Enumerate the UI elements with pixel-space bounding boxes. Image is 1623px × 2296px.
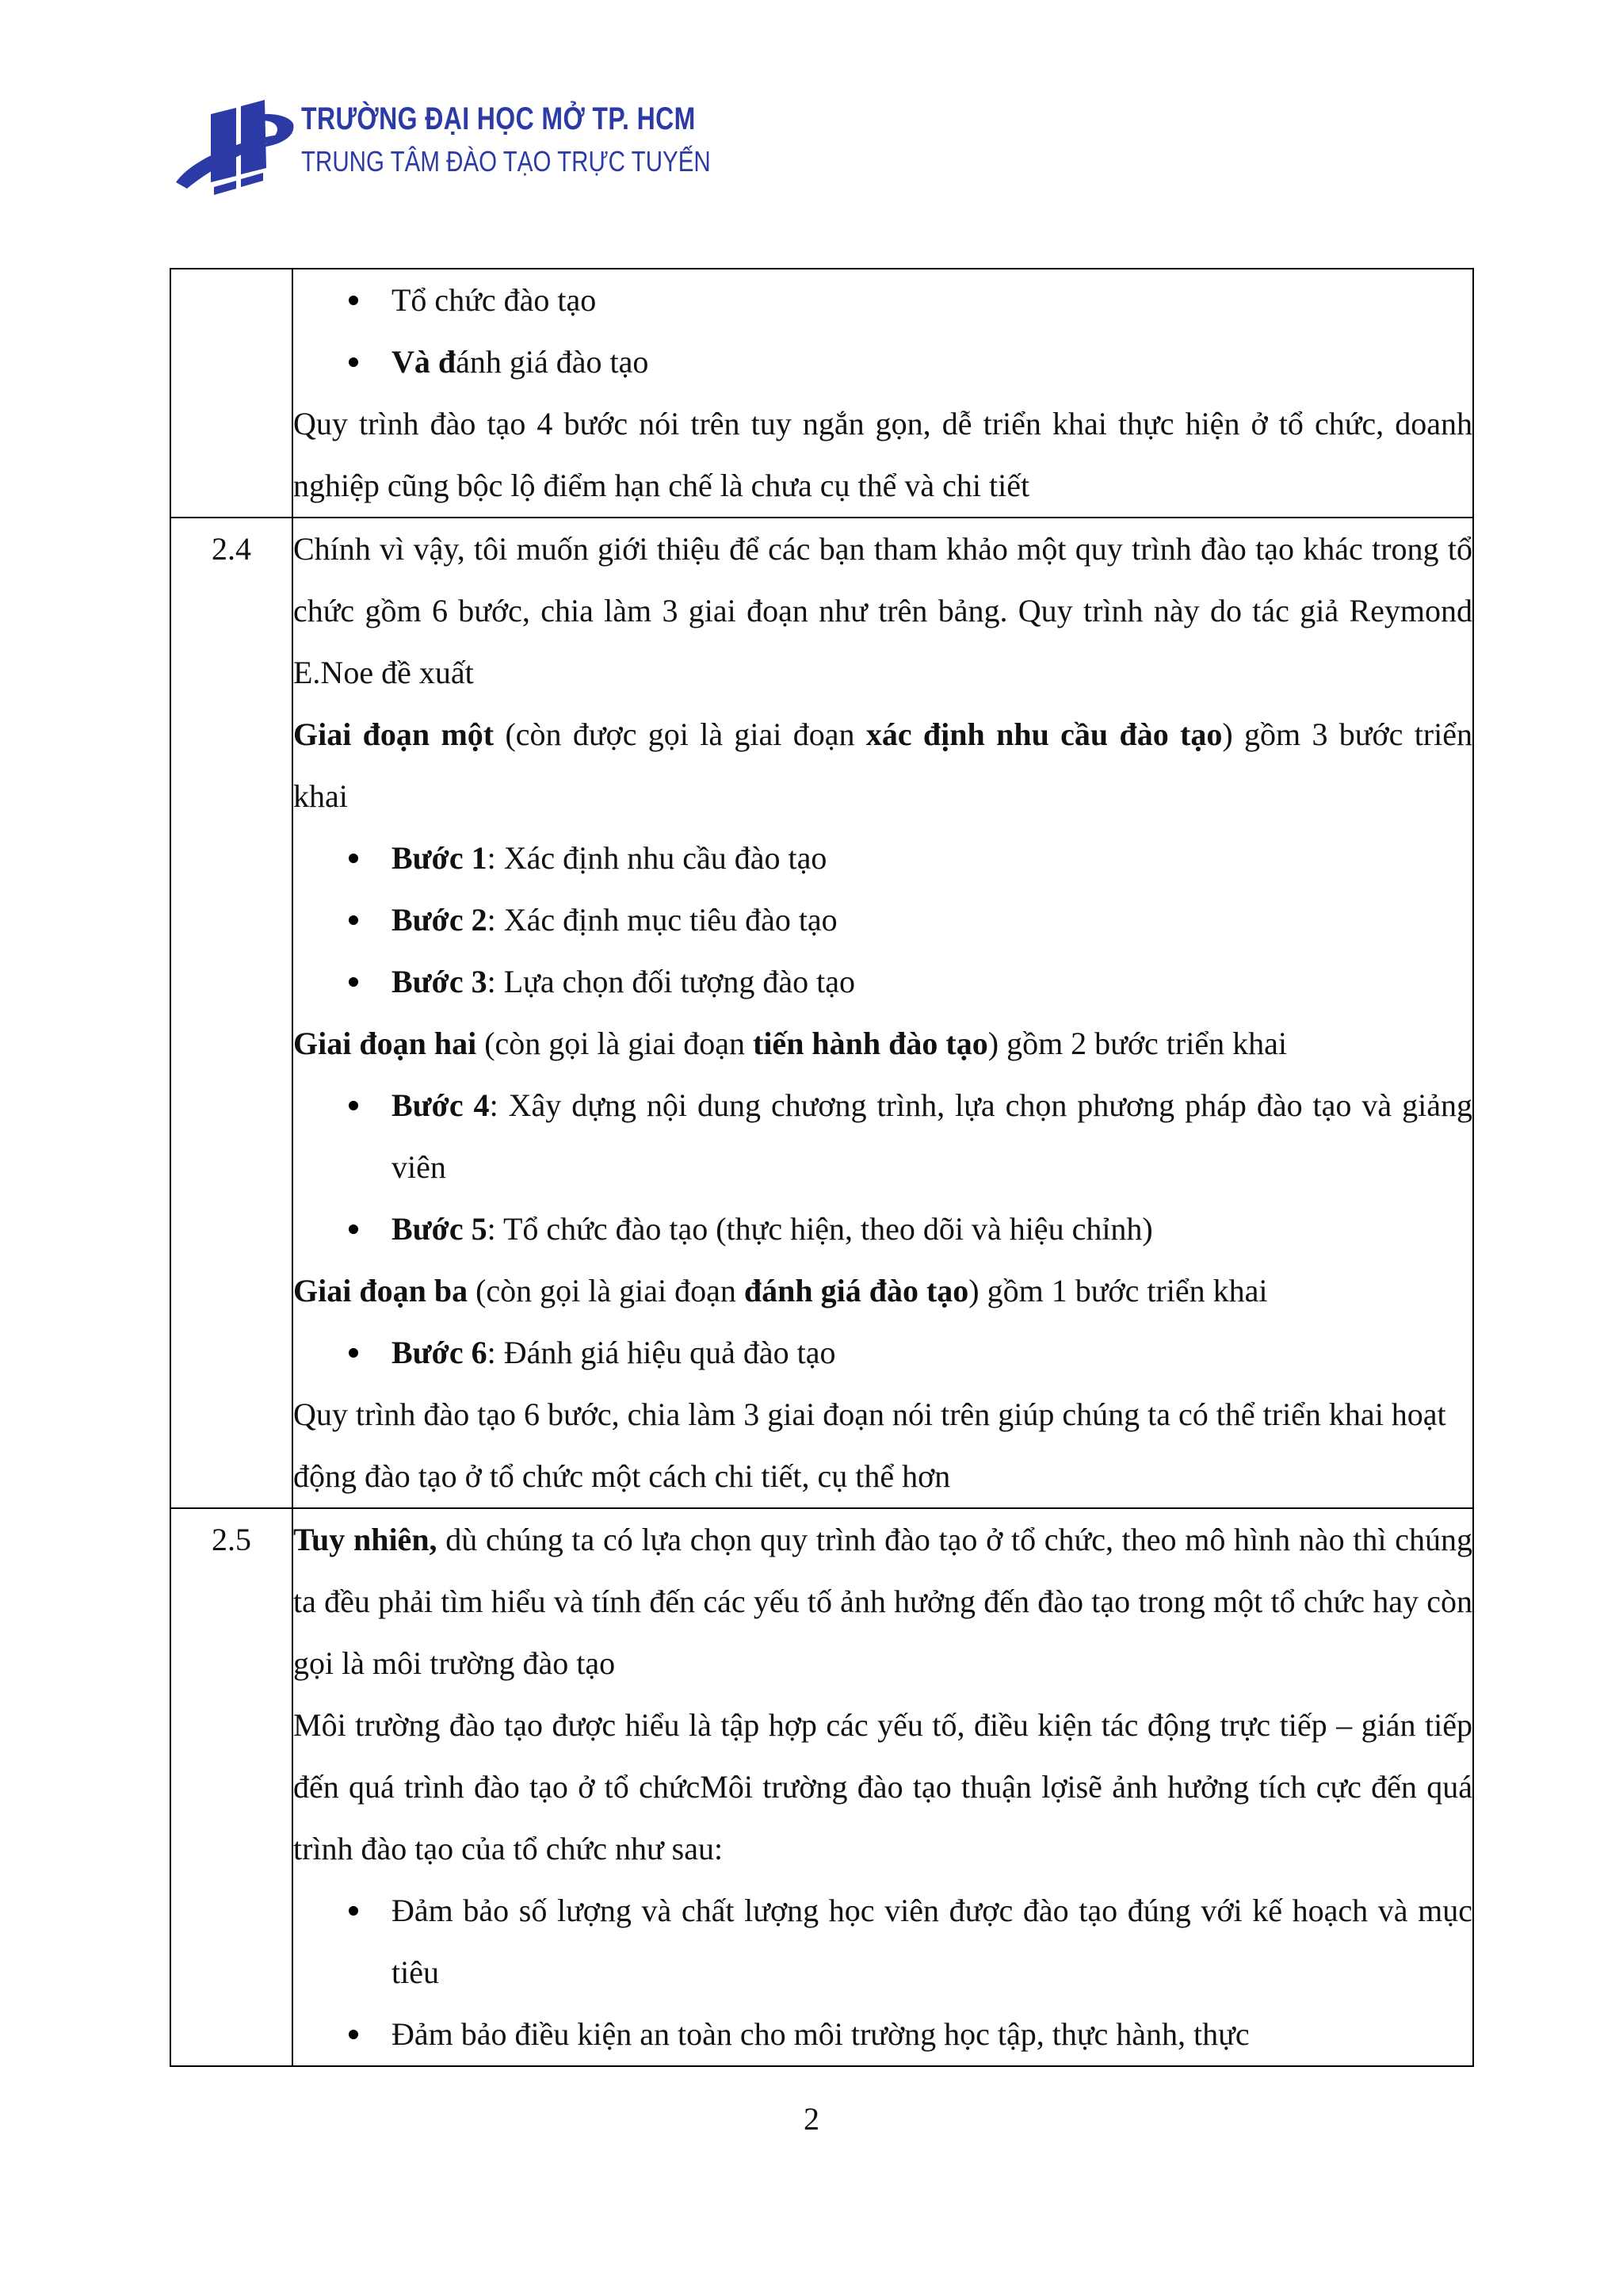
text-run: Quy trình đào tạo 4 bước nói trên tuy ngắn gọn, dễ triển khai thực hiện ở tổ chức, doanh nghiệp cũng bộc lộ điểm hạn chế là chưa cụ thể và chi tiết [293, 406, 1472, 503]
bold-text: Tuy nhiên, [293, 1522, 437, 1557]
bold-text: Giai đoạn hai [293, 1026, 477, 1061]
paragraph [293, 1260, 1472, 1322]
content-table [170, 268, 1474, 2067]
section-content [292, 518, 1473, 1508]
bullet-list [293, 1880, 1472, 2065]
text-run: ) gồm 2 bước triển khai [987, 1026, 1287, 1061]
text-run: (còn gọi là giai đoạn [468, 1273, 744, 1308]
bullet-item [293, 1075, 1472, 1198]
bullet-item [293, 269, 1472, 331]
bold-text: đánh giá đào tạo [743, 1273, 969, 1308]
bold-text: Bước 2 [391, 902, 487, 938]
text-run: Đảm bảo số lượng và chất lượng học viên được đào tạo đúng với kế hoạch và mục tiêu [391, 1893, 1472, 1990]
bullet-list [293, 1322, 1472, 1384]
bold-text: Và đ [391, 344, 456, 380]
text-run: Quy trình đào tạo 6 bước, chia làm 3 giai đoạn nói trên giúp chúng ta có thể triển khai hoạt động đào tạo ở tổ chức một cách chi tiết, cụ thể hơn [293, 1396, 1446, 1494]
table-row [170, 1508, 1473, 2066]
paragraph [293, 1384, 1472, 1507]
table-row [170, 269, 1473, 518]
paragraph [293, 518, 1472, 704]
bullet-item [293, 1880, 1472, 2004]
bold-text: xác định nhu cầu đào tạo [865, 716, 1223, 752]
bullet-item [293, 331, 1472, 393]
paragraph [293, 704, 1472, 827]
content-table-container [170, 268, 1474, 2067]
paragraph [293, 1509, 1472, 1694]
bold-text: Giai đoạn ba [293, 1273, 468, 1308]
text-run: (còn gọi là giai đoạn [476, 1026, 753, 1061]
section-number: 2.4 [170, 518, 292, 1508]
paragraph [293, 1694, 1472, 1880]
text-run: ánh giá đào tạo [456, 344, 649, 380]
text-run: : Lựa chọn đối tượng đào tạo [487, 964, 856, 999]
bullet-item [293, 951, 1472, 1013]
section-content [292, 1508, 1473, 2066]
text-run: : Tổ chức đào tạo (thực hiện, theo dõi và hiệu chỉnh) [487, 1211, 1153, 1247]
bold-text: Bước 4 [391, 1087, 490, 1123]
bullet-item [293, 1198, 1472, 1260]
university-logo [170, 100, 711, 211]
text-run: : Xác định mục tiêu đào tạo [487, 902, 838, 938]
text-run: : Đánh giá hiệu quả đào tạo [487, 1335, 836, 1370]
bullet-item [293, 2004, 1472, 2065]
text-run: (còn được gọi là giai đoạn [494, 716, 866, 752]
section-content [292, 269, 1473, 518]
section-number: 2.5 [170, 1508, 292, 2066]
text-run: ) gồm 3 bước triển khai [293, 716, 1472, 814]
bullet-item [293, 889, 1472, 951]
text-run: Chính vì vậy, tôi muốn giới thiệu để các bạn tham khảo một quy trình đào tạo khác trong tổ chức gồm 6 bước, chia làm 3 giai đoạn như trên bảng. Quy trình này do tác giả Reymond E.Noe đề xuất [293, 531, 1472, 690]
bold-text: Bước 6 [391, 1335, 487, 1370]
text-run: : Xác định nhu cầu đào tạo [487, 840, 827, 876]
text-run: Môi trường đào tạo được hiểu là tập hợp các yếu tố, điều kiện tác động trực tiếp – gián tiếp đến quá trình đào tạo ở tổ chứcMôi trường đào tạo thuận lợisẽ ảnh hưởng tích cực đến quá trình đào tạo của tổ chức như sau: [293, 1707, 1472, 1866]
logo-university-name: TRƯỜNG ĐẠI HỌC MỞ TP. HCM [301, 101, 696, 136]
logo-center-name: TRUNG TÂM ĐÀO TẠO TRỰC TUYẾN [301, 145, 711, 178]
bold-text: Giai đoạn một [293, 716, 495, 752]
bold-text: Bước 5 [391, 1211, 487, 1247]
bullet-item [293, 827, 1472, 889]
bold-text: Bước 1 [391, 840, 487, 876]
bullet-item [293, 1322, 1472, 1384]
bullet-list [293, 269, 1472, 393]
section-number [170, 269, 292, 518]
bold-text: tiến hành đào tạo [753, 1026, 988, 1061]
table-row [170, 518, 1473, 1508]
bullet-list [293, 827, 1472, 1013]
university-emblem-icon [170, 100, 312, 211]
page-number: 2 [804, 2101, 819, 2137]
text-run: ) gồm 1 bước triển khai [968, 1273, 1268, 1308]
bullet-list [293, 1075, 1472, 1260]
bold-text: Bước 3 [391, 964, 487, 999]
text-run: Đảm bảo điều kiện an toàn cho môi trường học tập, thực hành, thực [391, 2016, 1250, 2052]
text-run: dù chúng ta có lựa chọn quy trình đào tạo ở tổ chức, theo mô hình nào thì chúng ta đều phải tìm hiểu và tính đến các yếu tố ảnh hưởng đến đào tạo trong một tổ chức hay còn gọi là môi trường đào tạo [293, 1522, 1473, 1681]
text-run: : Xây dựng nội dung chương trình, lựa chọn phương pháp đào tạo và giảng viên [391, 1087, 1472, 1185]
paragraph [293, 1013, 1472, 1075]
paragraph [293, 393, 1472, 517]
text-run: Tổ chức đào tạo [391, 282, 597, 318]
